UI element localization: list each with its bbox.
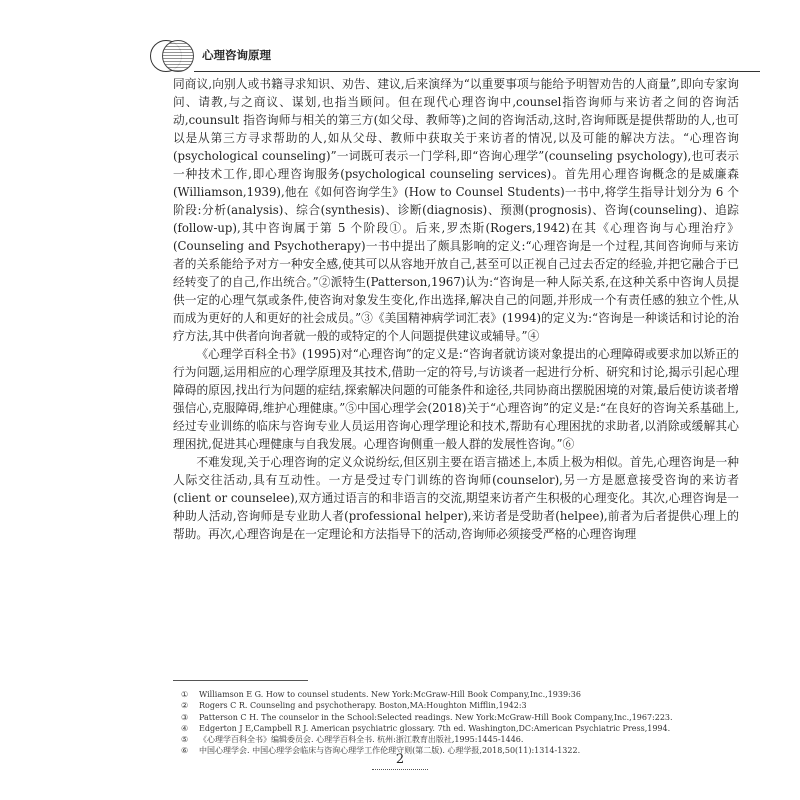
footnote-text: 《心理学百科全书》编辑委员会. 心理学百科全书. 杭州:浙江教育出版社,1995:1445-1446. [199, 735, 524, 745]
footnote-mark: ① [181, 690, 189, 699]
book-logo-icon [150, 38, 194, 74]
footnote-mark: ③ [181, 712, 189, 722]
footnote [173, 700, 739, 711]
footnote-mark: ⑤ [181, 735, 189, 745]
footnote [173, 689, 739, 700]
footnote [173, 712, 739, 723]
footnote [173, 723, 739, 734]
footnote-text: Rogers C R. Counseling and psychotherapy. Boston,MA:Houghton Mifflin,1942:3 [199, 701, 527, 711]
footnote-mark: ⑥ [181, 746, 189, 756]
paragraph: 不难发现,关于心理咨询的定义众说纷纭,但区别主要在语言描述上,本质上极为相似。首先,心理咨询是一种人际交往活动,具有互动性。一方是受过专门训练的咨询师(counselor),另一方是愿意接受咨询的来访者(client or counselee),双方通过语言的和非语言的交流,期望来访者产生积极的心理变化。其次,心理咨询是一种助人活动,咨询师是专业助人者(professional helper),来访者是受助者(helpee),前者为后者提供心理上的帮助。再次,心理咨询是在一定理论和方法指导下的活动,咨询师必须接受严格的心理咨询理 [173, 455, 739, 541]
body-text [173, 75, 739, 543]
page-number-dots [372, 769, 428, 770]
footnote-text: 中国心理学会. 中国心理学会临床与咨询心理学工作伦理守则(第二版). 心理学报,2018,50(11):1314-1322. [199, 746, 581, 756]
footnote [173, 734, 739, 745]
page-number: 2 [395, 752, 405, 767]
footnote-text: Williamson E G. How to counsel students. New York:McGraw-Hill Book Company,Inc.,1939:36 [199, 690, 581, 699]
footnote-mark: ② [181, 701, 189, 711]
running-title: 心理咨询原理 [202, 48, 271, 62]
page-header [150, 38, 760, 78]
paragraph-continuation: 同商议,向别人或书籍寻求知识、劝告、建议,后来演绎为“以重要事项与能给予明智劝告的人商量”,即向专家询问、请教,与之商议、谋划,也指当顾问。但在现代心理咨询中,counsel指咨询师与来访者之间的咨询活动,counsult 指咨询师与相关的第三方(如父母、教师等)之间的咨询活动,这时,咨询师既是提供帮助的人,也可以是从第三方寻求帮助的人,如从父母、教师中获取关于来访者的情况,以及可能的解决方法。“心理咨询(psychological counseling)”一词既可表示一门学科,即“咨询心理学”(counseling psychology),也可表示一种技术工作,即心理咨询服务(psychological counseling services)。首先用心理咨询概念的是威廉森(Williamson,1939),他在《如何咨询学生》(How to Counsel Students)一书中,将学生指导计划分为 6 个阶段:分析(analysis)、综合(synthesis)、诊断(diagnosis)、预测(prognosis)、咨询(counseling)、追踪(follow-up),其中咨询属于第 5 个阶段①。后来,罗杰斯(Rogers,1942)在其《心理咨询与心理治疗》(Counseling and Psychotherapy)一书中提出了颇具影响的定义:“心理咨询是一个过程,其间咨询师与来访者的关系能给予对方一种安全感,使其可以从容地开放自己,甚至可以正视自己过去否定的经验,并把它融合于已经转变了的自己,作出统合。”②派特生(Patterson,1967)认为:“咨询是一种人际关系,在这种关系中咨询人员提供一定的心理气氛或条件,使咨询对象发生变化,作出选择,解决自己的问题,并形成一个有责任感的独立个性,从而成为更好的人和更好的社会成员。”③《美国精神病学词汇表》(1994)的定义为:“咨询是一种谈话和讨论的治疗方法,其中供者向询者就一般的或特定的个人问题提供建议或辅导。”④ [173, 77, 739, 343]
footnote-mark: ④ [181, 723, 189, 733]
footnote-text: Patterson C H. The counselor in the School:Selected readings. New York:McGraw-Hill Book Company,Inc.,1967:223. [199, 712, 673, 722]
footnote-rule [173, 680, 308, 681]
footnote-text: Edgerton J E,Campbell R J. American psychiatric glossary. 7th ed. Washington,DC:American Psychiatric Press,1994. [199, 723, 671, 733]
footnotes [173, 680, 739, 757]
paragraph: 《心理学百科全书》(1995)对“心理咨询”的定义是:“咨询者就访谈对象提出的心理障碍或要求加以矫正的行为问题,运用相应的心理学原理及其技术,借助一定的符号,与访谈者一起进行分析、研究和讨论,揭示引起心理障碍的原因,找出行为问题的症结,探索解决问题的可能条件和途径,共同协商出摆脱困境的对策,最后使访谈者增强信心,克服障碍,维护心理健康。”⑤中国心理学会(2018)关于“心理咨询”的定义是:“在良好的咨询关系基础上,经过专业训练的临床与咨询专业人员运用咨询心理学理论和技术,帮助有心理困扰的求助者,以消除或缓解其心理困扰,促进其心理健康与自我发展。心理咨询侧重一般人群的发展性咨询。”⑥ [173, 347, 739, 451]
header-rule [194, 71, 760, 72]
